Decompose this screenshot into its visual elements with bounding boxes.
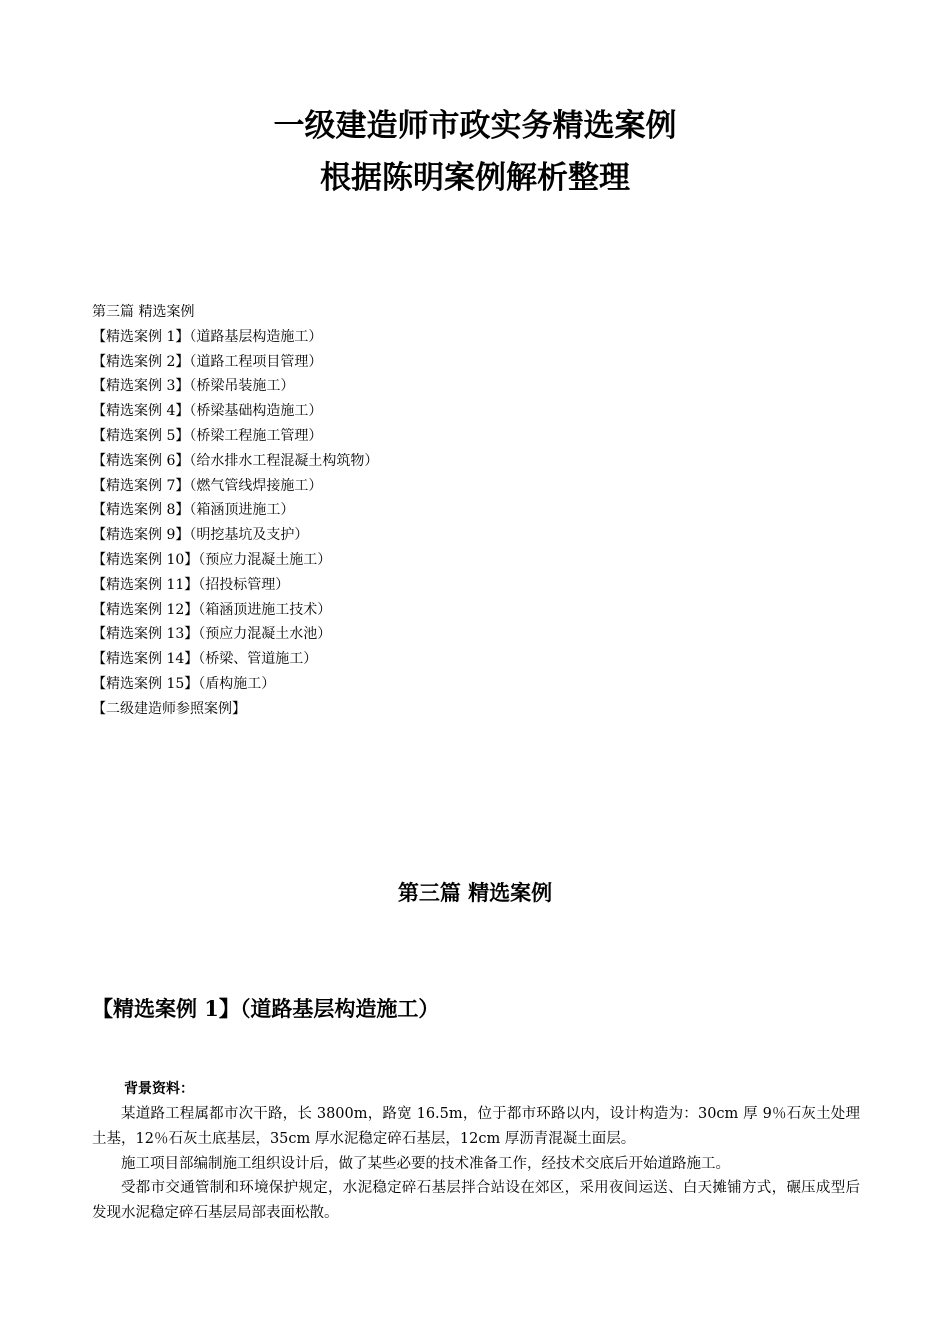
document-title-line-2: 根据陈明案例解析整理 (320, 160, 630, 196)
case-topic: （道路基层构造施工） (239, 997, 440, 1021)
toc-item[interactable]: 【二级建造师参照案例】 (92, 700, 246, 717)
toc-heading: 第三篇 精选案例 (92, 304, 195, 320)
toc-item[interactable]: 【精选案例 9】（明挖基坑及支护） (92, 527, 309, 544)
section-title: 第三篇 精选案例 (397, 881, 553, 905)
toc-item[interactable]: 【精选案例 5】（桥梁工程施工管理） (92, 427, 323, 444)
toc-item[interactable]: 【精选案例 12】（箱涵顶进施工技术） (92, 601, 332, 618)
toc-item[interactable]: 【精选案例 8】（箱涵顶进施工） (92, 502, 295, 519)
toc-item[interactable]: 【精选案例 7】（燃气管线焊接施工） (92, 477, 323, 494)
toc-item[interactable]: 【精选案例 13】（预应力混凝土水池） (92, 626, 332, 643)
toc-item[interactable]: 【精选案例 10】（预应力混凝土施工） (92, 551, 332, 568)
document-title-line-1: 一级建造师市政实务精选案例 (273, 108, 677, 144)
case-body (92, 1102, 860, 1226)
body-paragraph: 受都市交通管制和环境保护规定，水泥稳定碎石基层拌合站设在郊区，采用夜间运送、白天摊铺方式，碾压成型后发现水泥稳定碎石基层局部表面松散。 (92, 1180, 860, 1222)
toc-item[interactable]: 【精选案例 11】（招投标管理） (92, 576, 290, 593)
body-paragraph: 某道路工程属都市次干路，长 3800m，路宽 16.5m，位于都市环路以内，设计构造为：30cm 厚 9％石灰土处理土基，12％石灰土底基层，35cm 厚水泥稳定碎石基层，12cm 厚沥青混凝土面层。 (92, 1106, 860, 1147)
case-label: 【精选案例 1】 (92, 996, 240, 1021)
toc-item[interactable]: 【精选案例 4】（桥梁基础构造施工） (92, 403, 323, 420)
table-of-contents (92, 300, 852, 722)
toc-item[interactable]: 【精选案例 14】（桥梁、管道施工） (92, 651, 318, 668)
case-title (92, 993, 892, 1025)
toc-item[interactable]: 【精选案例 2】（道路工程项目管理） (92, 353, 323, 370)
toc-item[interactable]: 【精选案例 1】（道路基层构造施工） (92, 328, 323, 345)
toc-item[interactable]: 【精选案例 6】（给水排水工程混凝土构筑物） (92, 452, 379, 469)
background-label: 背景资料： (124, 1081, 194, 1097)
body-paragraph: 施工项目部编制施工组织设计后，做了某些必要的技术准备工作，经技术交底后开始道路施工。 (121, 1155, 730, 1172)
toc-item[interactable]: 【精选案例 3】（桥梁吊装施工） (92, 378, 295, 395)
toc-item[interactable]: 【精选案例 15】（盾构施工） (92, 675, 276, 692)
